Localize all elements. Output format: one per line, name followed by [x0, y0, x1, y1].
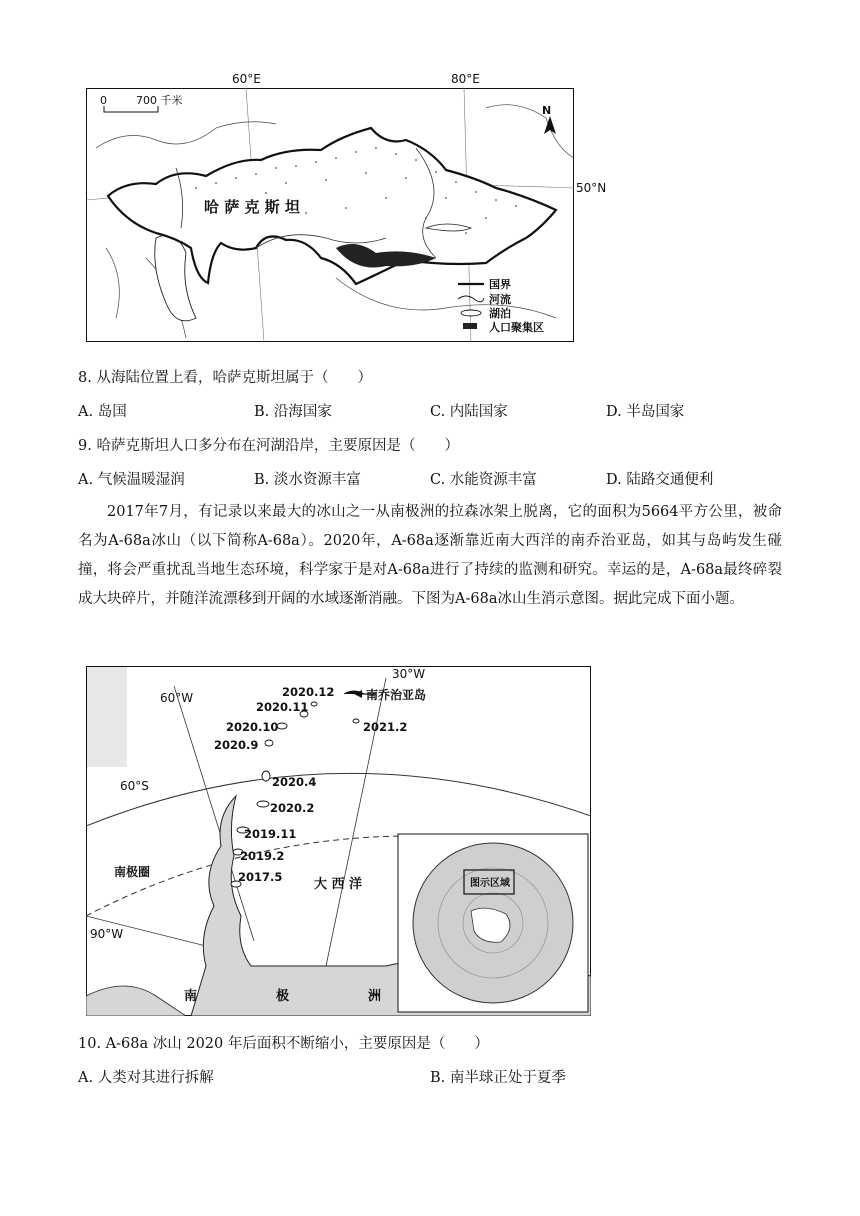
q9-option-a[interactable]: A. 气候温暖湿润 [78, 472, 185, 488]
date-2020-9: 2020.9 [214, 738, 259, 752]
q8-option-b[interactable]: B. 沿海国家 [254, 404, 332, 420]
question-10: 10. A-68a 冰山 2020 年后面积不断缩小，主要原因是（ ） [78, 1036, 489, 1052]
date-2020-11: 2020.11 [256, 700, 309, 714]
q9-option-b[interactable]: B. 淡水资源丰富 [254, 472, 361, 488]
q10-option-a[interactable]: A. 人类对其进行拆解 [78, 1070, 214, 1086]
date-2021-2: 2021.2 [363, 720, 408, 734]
map1-scale-zero: 0 [100, 94, 107, 107]
date-2020-12: 2020.12 [282, 685, 335, 699]
map1-lat-50n: 50°N [576, 181, 607, 195]
map2-lat-60s: 60°S [120, 779, 149, 793]
continent-label-2: 极 [276, 989, 290, 1004]
q9-option-d[interactable]: D. 陆路交通便利 [606, 472, 714, 488]
q8-option-d[interactable]: D. 半岛国家 [606, 404, 685, 420]
south-georgia-label: 南乔治亚岛 [366, 688, 427, 702]
atlantic-label: 大 西 洋 [314, 877, 363, 892]
map1-lon-60e: 60°E [232, 72, 261, 86]
kazakhstan-map [86, 88, 574, 342]
legend-river: 河流 [489, 293, 511, 306]
q8-option-c[interactable]: C. 内陆国家 [430, 404, 508, 420]
iceberg-map [86, 666, 591, 1016]
date-2019-2: 2019.2 [240, 849, 285, 863]
legend-border: 国界 [489, 278, 511, 291]
date-2020-10: 2020.10 [226, 720, 279, 734]
legend-lake: 湖泊 [489, 307, 511, 320]
map1-lon-80e: 80°E [451, 72, 480, 86]
map2-lon-90w: 90°W [90, 927, 124, 941]
date-2019-11: 2019.11 [244, 827, 297, 841]
north-arrow-label: N [542, 104, 552, 117]
question-8: 8. 从海陆位置上看，哈萨克斯坦属于（ ） [78, 370, 372, 386]
q8-option-a[interactable]: A. 岛国 [78, 404, 127, 420]
map1-scale-value: 700 千米 [136, 94, 183, 107]
passage-text: 2017年7月，有记录以来最大的冰山之一从南极洲的拉森冰架上脱离，它的面积为5664平方公里，被命名为A-68a冰山（以下简称A-68a）。2020年，A-68a逐渐靠近南大西洋的南乔治亚岛，如其与岛屿发生碰撞，将会严重扰乱当地生态环境，科学家于是对A-68a进行了持续的监测和研究。幸运的是，A-68a最终碎裂成大块碎片，并随洋流漂移到开阔的水域逐渐消融。下图为A-68a冰山生消示意图。据此完成下面小题。 [78, 504, 782, 607]
map2-lon-60w: 60°W [160, 691, 194, 705]
q9-option-c[interactable]: C. 水能资源丰富 [430, 472, 537, 488]
legend-population: 人口聚集区 [489, 321, 544, 334]
map2-lon-30w: 30°W [392, 667, 426, 681]
continent-label-1: 南 [184, 989, 198, 1004]
q10-option-b[interactable]: B. 南半球正处于夏季 [430, 1070, 566, 1086]
date-2017-5: 2017.5 [238, 870, 283, 884]
continent-label-3: 洲 [368, 989, 382, 1004]
antarctic-circle-label: 南极圈 [114, 865, 151, 879]
inset-label: 图示区域 [470, 878, 510, 889]
kazakhstan-label: 哈 萨 克 斯 坦 [204, 198, 300, 216]
date-2020-2: 2020.2 [270, 801, 315, 815]
date-2020-4: 2020.4 [272, 775, 317, 789]
question-9: 9. 哈萨克斯坦人口多分布在河湖沿岸，主要原因是（ ） [78, 438, 459, 454]
